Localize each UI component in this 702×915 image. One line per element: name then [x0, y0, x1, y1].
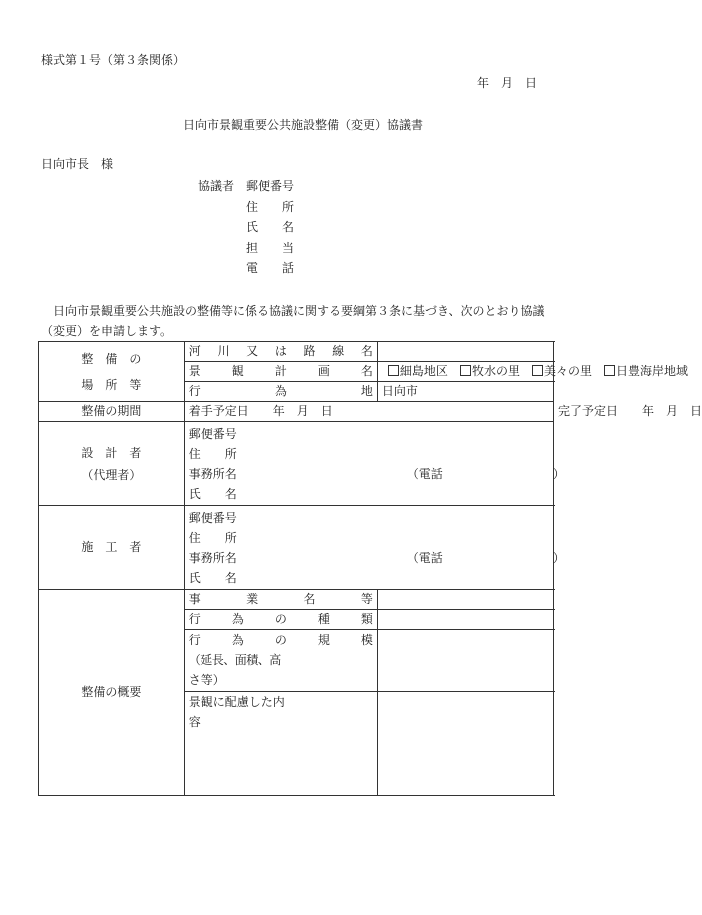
designer-address[interactable]: 住 所 [188, 446, 237, 461]
contractor-office: 事務所名 [188, 550, 237, 565]
contractor-postal[interactable]: 郵便番号 [188, 510, 237, 525]
action-scale-line1: 行為の規模 [188, 633, 373, 647]
plan-options [377, 362, 689, 382]
action-scale-line3: さ等） [188, 673, 225, 687]
applicant-contact-label: 担 当 [246, 240, 295, 255]
plan-checkbox-hososhima[interactable] [388, 365, 399, 376]
landscape-line2: 容 [188, 715, 201, 729]
application-table: 整 備 の 場 所 等 河川又は路線名 景観計画名 細島地区 牧水の里 美々の里 日豊海岸地域 行為地 日向市 整備の期間 着手予定日 年 月 日 完了予定日 年 月 日 設 計 者 （代理者） 郵便番号 住 所 事務所名 （電話 ） 氏 名 施 工 者 郵便番号 住 所 事務所名 （電話 ） 氏 名 整備の概要 事業名等 行為の種類 行為の規模 （延長、面積、高 さ等） 景観に配慮した内 容 [38, 341, 554, 796]
landscape-consideration-value[interactable] [377, 692, 553, 796]
designer-label-line2: （代理者） [81, 467, 142, 482]
designer-tel-close: ） [552, 466, 565, 481]
landscape-line1: 景観に配慮した内 [188, 695, 285, 709]
designer-tel-open: （電話 [406, 466, 443, 481]
contractor-details [184, 506, 565, 590]
date-line: 年 月 日 [477, 76, 538, 90]
plan-option-mimi: 美々の里 [543, 364, 592, 378]
designer-label [39, 422, 185, 506]
designer-office: 事務所名 [188, 466, 237, 481]
document-title: 日向市景観重要公共施設整備（変更）協議書 [183, 118, 424, 132]
project-name-value[interactable] [377, 590, 553, 610]
designer-postal[interactable]: 郵便番号 [188, 426, 237, 441]
action-type-value[interactable] [377, 610, 553, 630]
application-statement [41, 301, 556, 341]
site-label: 行為地 [184, 382, 377, 402]
plan-checkbox-mimi[interactable] [532, 365, 543, 376]
action-scale-line2: （延長、面積、高 [188, 653, 281, 667]
plan-name-label: 景観計画名 [184, 362, 377, 382]
statement-line-1: 日向市景観重要公共施設の整備等に係る協議に関する要綱第３条に基づき、次のとおり協議 [53, 304, 545, 318]
action-type-label: 行為の種類 [184, 610, 377, 630]
plan-checkbox-bokusui[interactable] [460, 365, 471, 376]
applicant-block [198, 179, 338, 282]
form-number: 様式第１号（第３条関係） [41, 53, 186, 67]
applicant-postal-label: 郵便番号 [246, 179, 295, 193]
contractor-office-row[interactable] [188, 548, 565, 568]
contractor-tel-close: ） [552, 550, 565, 565]
applicant-phone-label: 電 話 [246, 261, 295, 275]
location-label [39, 342, 185, 402]
plan-option-hososhima: 細島地区 [399, 364, 448, 378]
action-scale-label [184, 630, 377, 692]
period-label: 整備の期間 [39, 402, 185, 422]
river-road-label: 河川又は路線名 [184, 342, 377, 362]
contractor-address[interactable]: 住 所 [188, 530, 237, 545]
site-value[interactable]: 日向市 [377, 382, 553, 402]
overview-label: 整備の概要 [39, 590, 185, 796]
applicant-name-label: 氏 名 [246, 220, 295, 234]
plan-checkbox-nippo[interactable] [604, 365, 615, 376]
applicant-role: 協議者 [198, 179, 235, 193]
river-road-value[interactable] [377, 342, 553, 362]
addressee: 日向市長 様 [41, 157, 114, 171]
contractor-tel-open: （電話 [406, 550, 443, 565]
location-label-line1: 整 備 の [81, 351, 142, 366]
project-name-label: 事業名等 [184, 590, 377, 610]
contractor-name[interactable]: 氏 名 [188, 570, 237, 585]
plan-option-nippo: 日豊海岸地域 [616, 364, 689, 378]
designer-label-line1: 設 計 者 [81, 445, 142, 460]
designer-office-row[interactable] [188, 464, 565, 484]
action-scale-value[interactable] [377, 630, 553, 692]
location-label-line2: 場 所 等 [81, 377, 142, 392]
period-start[interactable]: 着手予定日 年 月 日 [184, 402, 553, 422]
applicant-address-label: 住 所 [246, 199, 295, 214]
designer-details [184, 422, 565, 506]
contractor-label: 施 工 者 [39, 506, 185, 590]
designer-name[interactable]: 氏 名 [188, 486, 237, 501]
statement-line-2: （変更）を申請します。 [41, 324, 173, 338]
landscape-consideration-label [184, 692, 377, 796]
plan-option-bokusui: 牧水の里 [471, 364, 520, 378]
